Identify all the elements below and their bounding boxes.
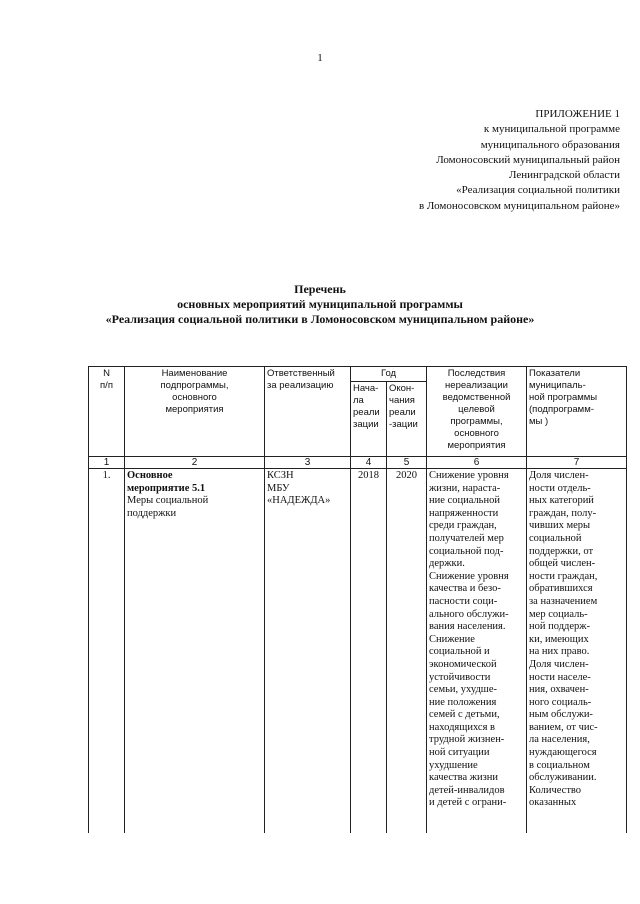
text-line: держки. xyxy=(429,558,465,570)
title-line-2: основных мероприятий муниципальной программы xyxy=(177,297,463,311)
title-line-1: Перечень xyxy=(294,282,346,296)
text-line: Наименование xyxy=(161,368,228,379)
row-name-text xyxy=(127,495,262,520)
text-line: ности населе- xyxy=(529,671,591,683)
col-number: 7 xyxy=(527,457,627,469)
page-number: 1 xyxy=(317,52,323,64)
appendix-line: «Реализация социальной политики xyxy=(456,184,620,197)
text-line: социальной и xyxy=(429,646,490,658)
text-line: поддержки, от xyxy=(529,545,594,557)
text-line: ведомственной xyxy=(442,392,511,403)
text-line: Окон- xyxy=(389,383,415,394)
row-consequences xyxy=(427,469,527,834)
text-line: реали xyxy=(353,407,380,418)
col-number: 3 xyxy=(265,457,351,469)
table-row xyxy=(89,469,627,834)
text-line: граждан, полу- xyxy=(529,507,597,519)
text-line: КСЗН xyxy=(267,470,294,481)
appendix-line: Ломоносовский муниципальный район xyxy=(436,153,620,166)
text-line: социальной xyxy=(529,532,582,544)
text-line: на них право. xyxy=(529,646,590,658)
text-line: за назначением xyxy=(529,595,598,607)
text-line: ние положения xyxy=(429,696,497,708)
text-line: ным обслужи- xyxy=(529,709,593,721)
row-start: 2018 xyxy=(351,469,387,834)
text-line: Ответственный xyxy=(267,368,335,379)
text-line: реали xyxy=(389,407,416,418)
header-year: Год xyxy=(351,367,427,382)
text-line: ухудшение xyxy=(429,759,478,771)
header-num xyxy=(89,367,125,457)
text-line: зации xyxy=(353,419,379,430)
row-num: 1. xyxy=(89,469,125,834)
text-line: Показатели xyxy=(529,368,581,379)
text-line: нереализации xyxy=(445,380,508,391)
text-line: (подпрограмм- xyxy=(529,404,594,415)
text-line: экономической xyxy=(429,658,497,670)
text-line: Доля числен- xyxy=(529,470,589,481)
text-line: Доля числен- xyxy=(529,658,589,670)
appendix-block xyxy=(290,107,620,214)
header-start xyxy=(351,382,387,457)
text-line: программы, xyxy=(450,416,503,427)
text-line: напряженности xyxy=(429,507,499,519)
header-name xyxy=(125,367,265,457)
appendix-line: муниципального образования xyxy=(480,138,620,151)
text-line: и детей с ограни- xyxy=(429,797,507,809)
text-line: муниципаль- xyxy=(529,380,586,391)
header-indicators xyxy=(527,367,627,457)
text-line: нуждающегося xyxy=(529,747,597,759)
header-responsible xyxy=(265,367,351,457)
text-line: основного xyxy=(172,392,217,403)
text-line: Нача- xyxy=(353,383,379,394)
appendix-line: к муниципальной программе xyxy=(483,123,620,136)
text-line: получателей мер xyxy=(429,532,504,544)
col-number: 4 xyxy=(351,457,387,469)
text-line: мероприятия xyxy=(165,404,224,415)
text-line: Снижение уровня xyxy=(429,470,509,481)
text-line: поддержки xyxy=(127,507,177,519)
text-line: ального обслужи- xyxy=(429,608,509,620)
text-line: среди граждан, xyxy=(429,520,497,532)
row-name xyxy=(125,469,265,834)
text-line: ла xyxy=(353,395,364,406)
text-line: общей числен- xyxy=(529,558,596,570)
text-line: -зации xyxy=(389,419,418,430)
text-line: ванием, от чис- xyxy=(529,721,598,733)
text-line: чания xyxy=(389,395,415,406)
text-line: Последствия xyxy=(447,368,506,379)
col-number: 2 xyxy=(125,457,265,469)
text-line: ной программы xyxy=(529,392,598,403)
text-line: чивших меры xyxy=(529,520,591,532)
text-line: ного социаль- xyxy=(529,696,592,708)
appendix-line: Ленинградской области xyxy=(509,169,620,182)
appendix-line: ПРИЛОЖЕНИЕ 1 xyxy=(535,108,620,120)
text-line: за реализацию xyxy=(267,380,334,391)
activities-table xyxy=(88,366,627,833)
text-line: Снижение xyxy=(429,633,475,645)
text-line: оказанных xyxy=(529,797,577,809)
text-line: пасности соци- xyxy=(429,595,498,607)
header-end xyxy=(387,382,427,457)
text-line: основного xyxy=(454,428,499,439)
text-line: ности отдель- xyxy=(529,482,591,494)
text-line: обратившихся xyxy=(529,583,593,595)
text-line: ности граждан, xyxy=(529,570,598,582)
text-line: целевой xyxy=(458,404,495,415)
text-line: Количество xyxy=(529,784,582,796)
text-line: находящихся в xyxy=(429,721,495,733)
text-line: в социальном xyxy=(529,759,590,771)
text-line: подпрограммы, xyxy=(160,380,229,391)
text-line: мероприятие 5.1 xyxy=(127,482,206,494)
text-line: социальной под- xyxy=(429,545,504,557)
row-indicators xyxy=(527,469,627,834)
appendix-line: в Ломоносовском муниципальном районе» xyxy=(418,199,620,212)
text-line: «НАДЕЖДА» xyxy=(267,495,331,507)
text-line: трудной жизнен- xyxy=(429,734,505,746)
text-line: N xyxy=(103,368,110,379)
text-line: ной поддерж- xyxy=(529,621,591,633)
title-line-3: «Реализация социальной политики в Ломоносовском муниципальном районе» xyxy=(105,312,535,326)
text-line: ла населения, xyxy=(529,734,590,746)
row-end: 2020 xyxy=(387,469,427,834)
text-line: обслуживании. xyxy=(529,772,597,784)
text-line: ние социальной xyxy=(429,495,500,507)
text-line: семей с детьми, xyxy=(429,709,500,721)
header-consequences xyxy=(427,367,527,457)
text-line: Меры социальной xyxy=(127,495,209,507)
col-number: 1 xyxy=(89,457,125,469)
text-line: мероприятия xyxy=(447,440,506,451)
text-line: ной ситуации xyxy=(429,747,490,759)
text-line: мы ) xyxy=(529,416,549,427)
text-line: ных категорий xyxy=(529,495,594,507)
text-line: детей-инвалидов xyxy=(429,784,505,796)
row-name-bold xyxy=(127,470,262,495)
text-line: качества и безо- xyxy=(429,583,501,595)
text-line: ки, имеющих xyxy=(529,633,589,645)
text-line: Основное xyxy=(127,470,173,481)
text-line: семьи, ухудше- xyxy=(429,684,498,696)
text-line: п/п xyxy=(100,380,113,391)
text-line: жизни, нараста- xyxy=(429,482,501,494)
col-number: 6 xyxy=(427,457,527,469)
col-number: 5 xyxy=(387,457,427,469)
text-line: вания населения. xyxy=(429,621,506,633)
text-line: ния, охвачен- xyxy=(529,684,589,696)
row-responsible xyxy=(265,469,351,834)
text-line: устойчивости xyxy=(429,671,491,683)
text-line: качества жизни xyxy=(429,772,499,784)
text-line: Снижение уровня xyxy=(429,570,509,582)
text-line: мер социаль- xyxy=(529,608,588,620)
document-title xyxy=(0,282,640,327)
text-line: МБУ xyxy=(267,482,290,494)
